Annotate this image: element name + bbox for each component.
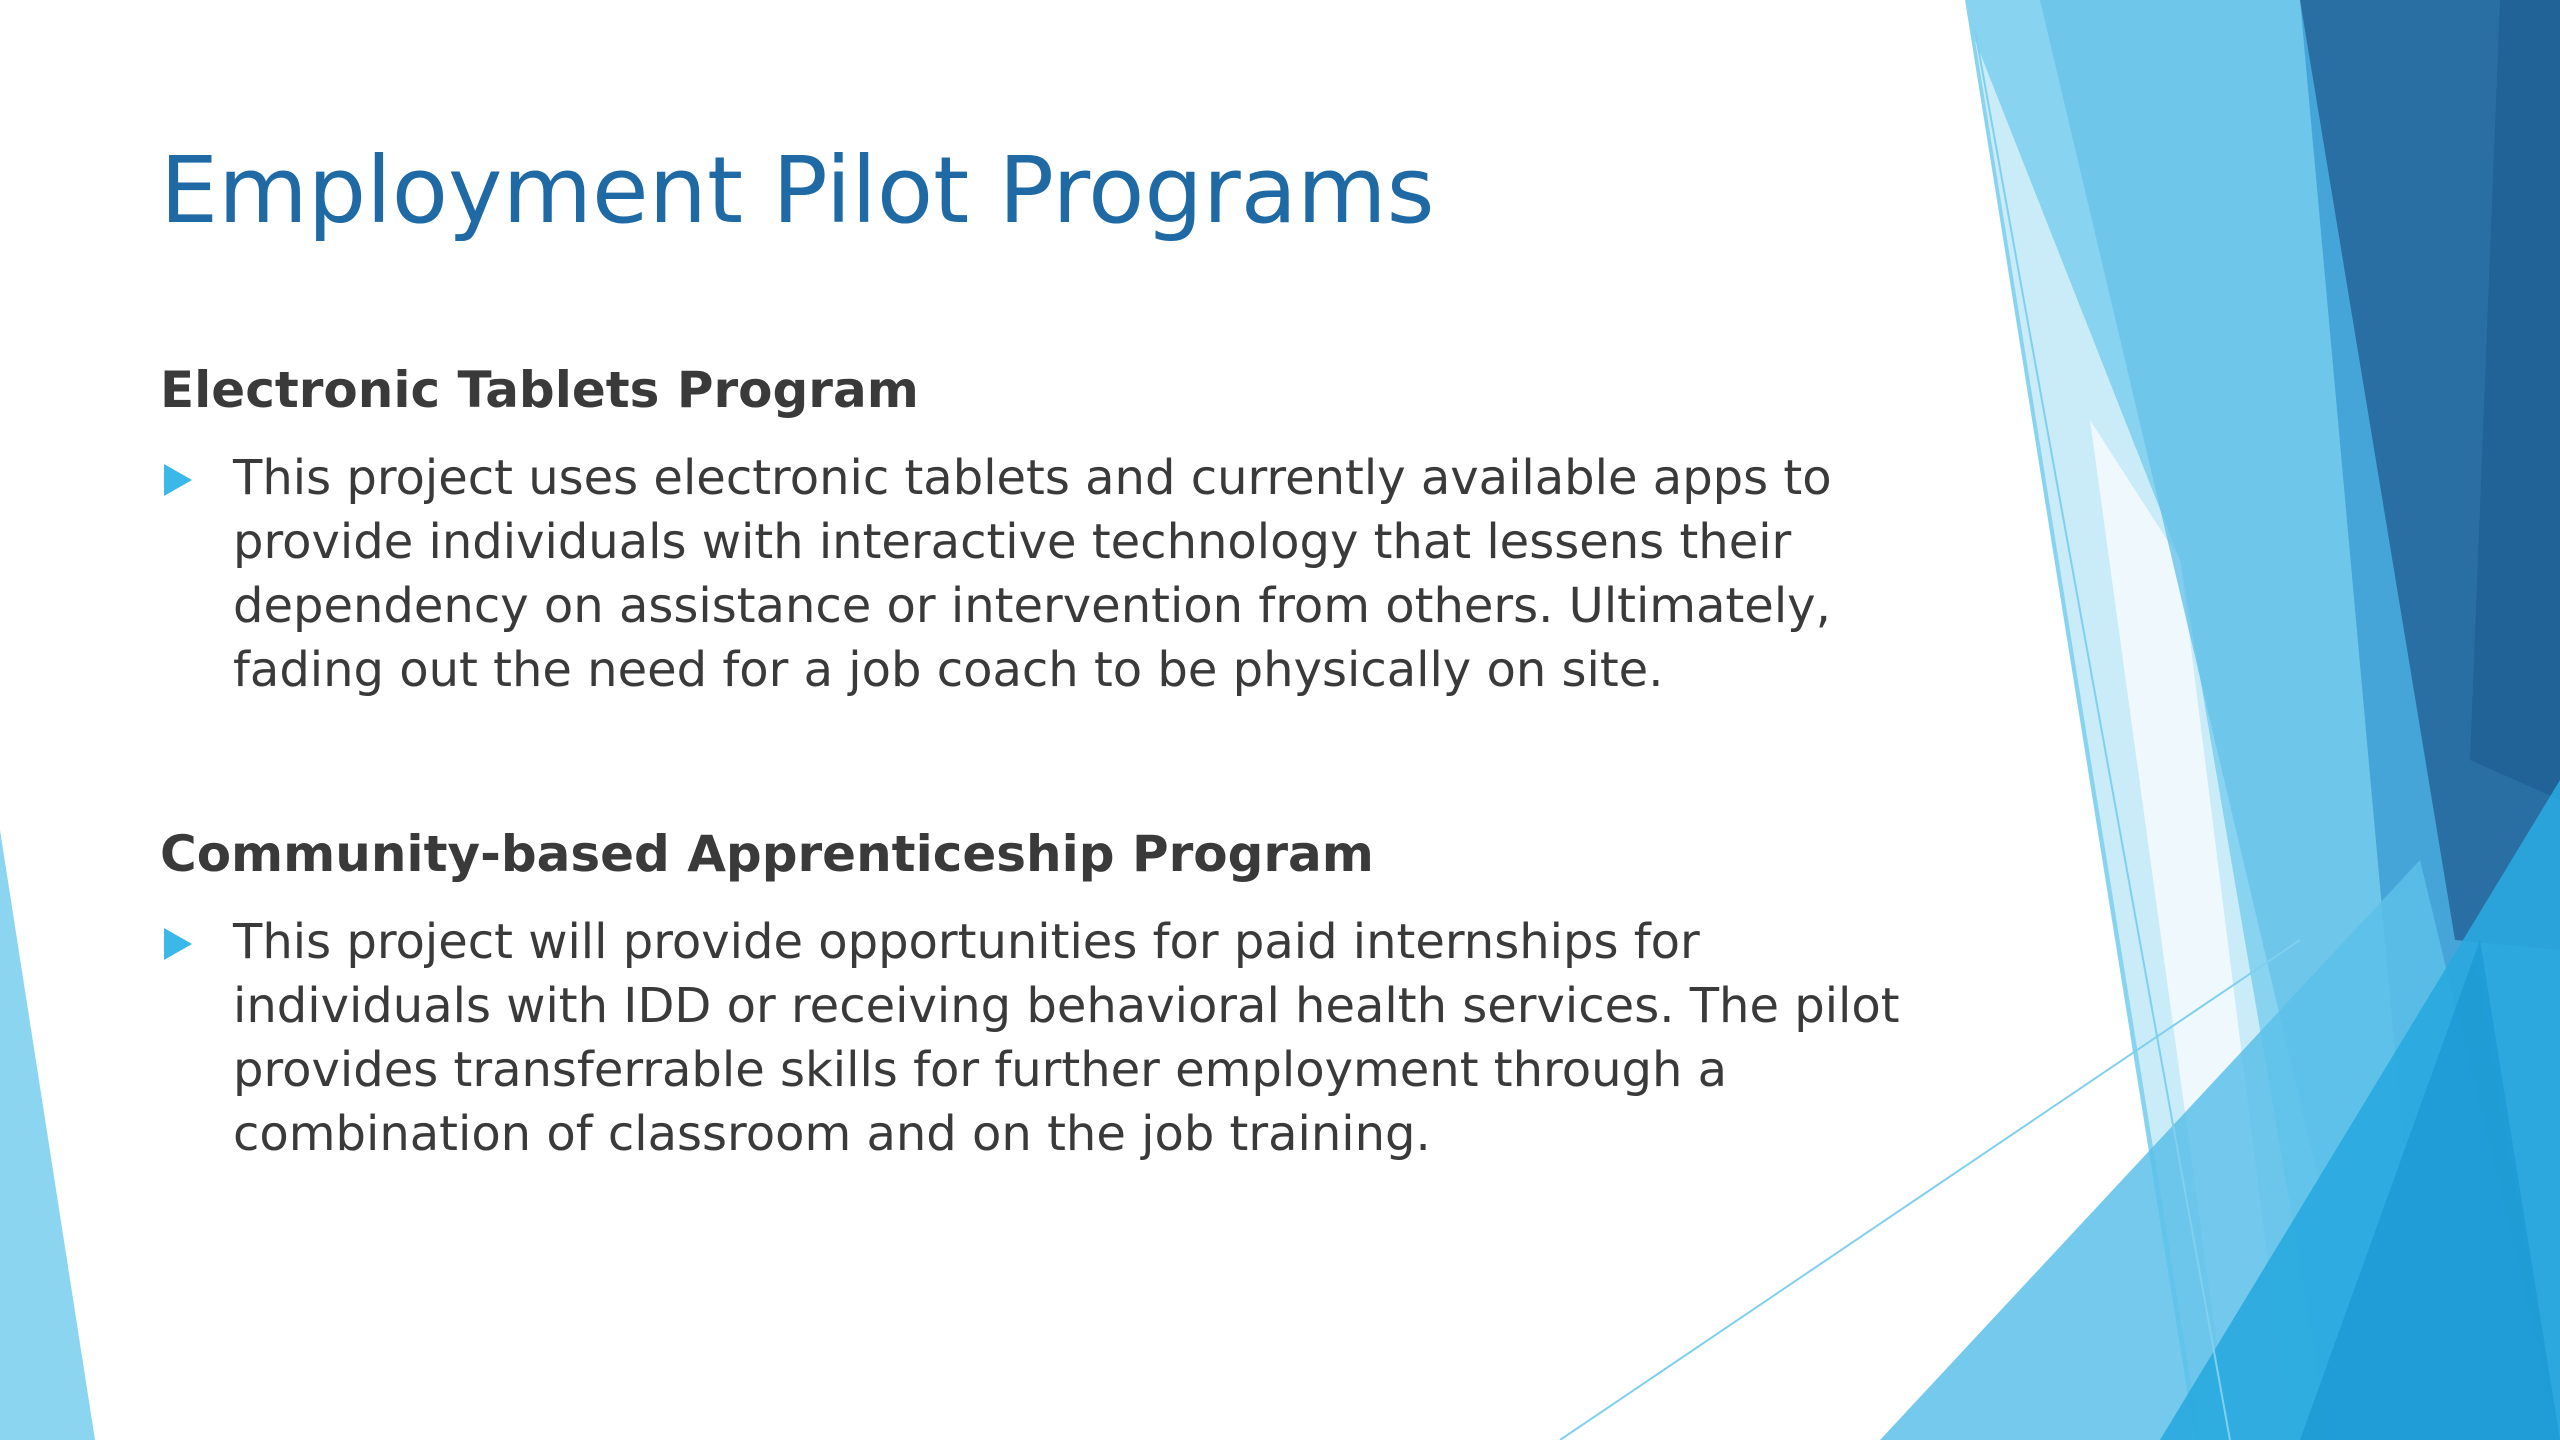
triangle-bullet-icon: [164, 464, 192, 496]
left-edge-shape: [0, 830, 95, 1440]
triangle-bullet-icon: [164, 928, 192, 960]
section-heading: Community-based Apprenticeship Program: [160, 825, 1374, 883]
bullet-item: [160, 910, 1920, 1166]
bullet-text: This project uses electronic tablets and currently available apps to provide individuals with interactive technology that lessens their dependency on assistance or intervention from others. Ultimately, fading out the need for a job coach to be physically on site.: [233, 450, 1832, 698]
slide-title: Employment Pilot Programs: [160, 137, 1435, 244]
section-community-apprenticeship: [160, 824, 1920, 1166]
bullet-text: This project will provide opportunities for paid internships for individuals with IDD or receiving behavioral health services. The pilot provides transferrable skills for further employment through a combination of classroom and on the job training.: [233, 914, 1900, 1162]
bullet-item: [160, 446, 1920, 702]
section-heading: Electronic Tablets Program: [160, 361, 919, 419]
section-electronic-tablets: [160, 360, 1920, 702]
